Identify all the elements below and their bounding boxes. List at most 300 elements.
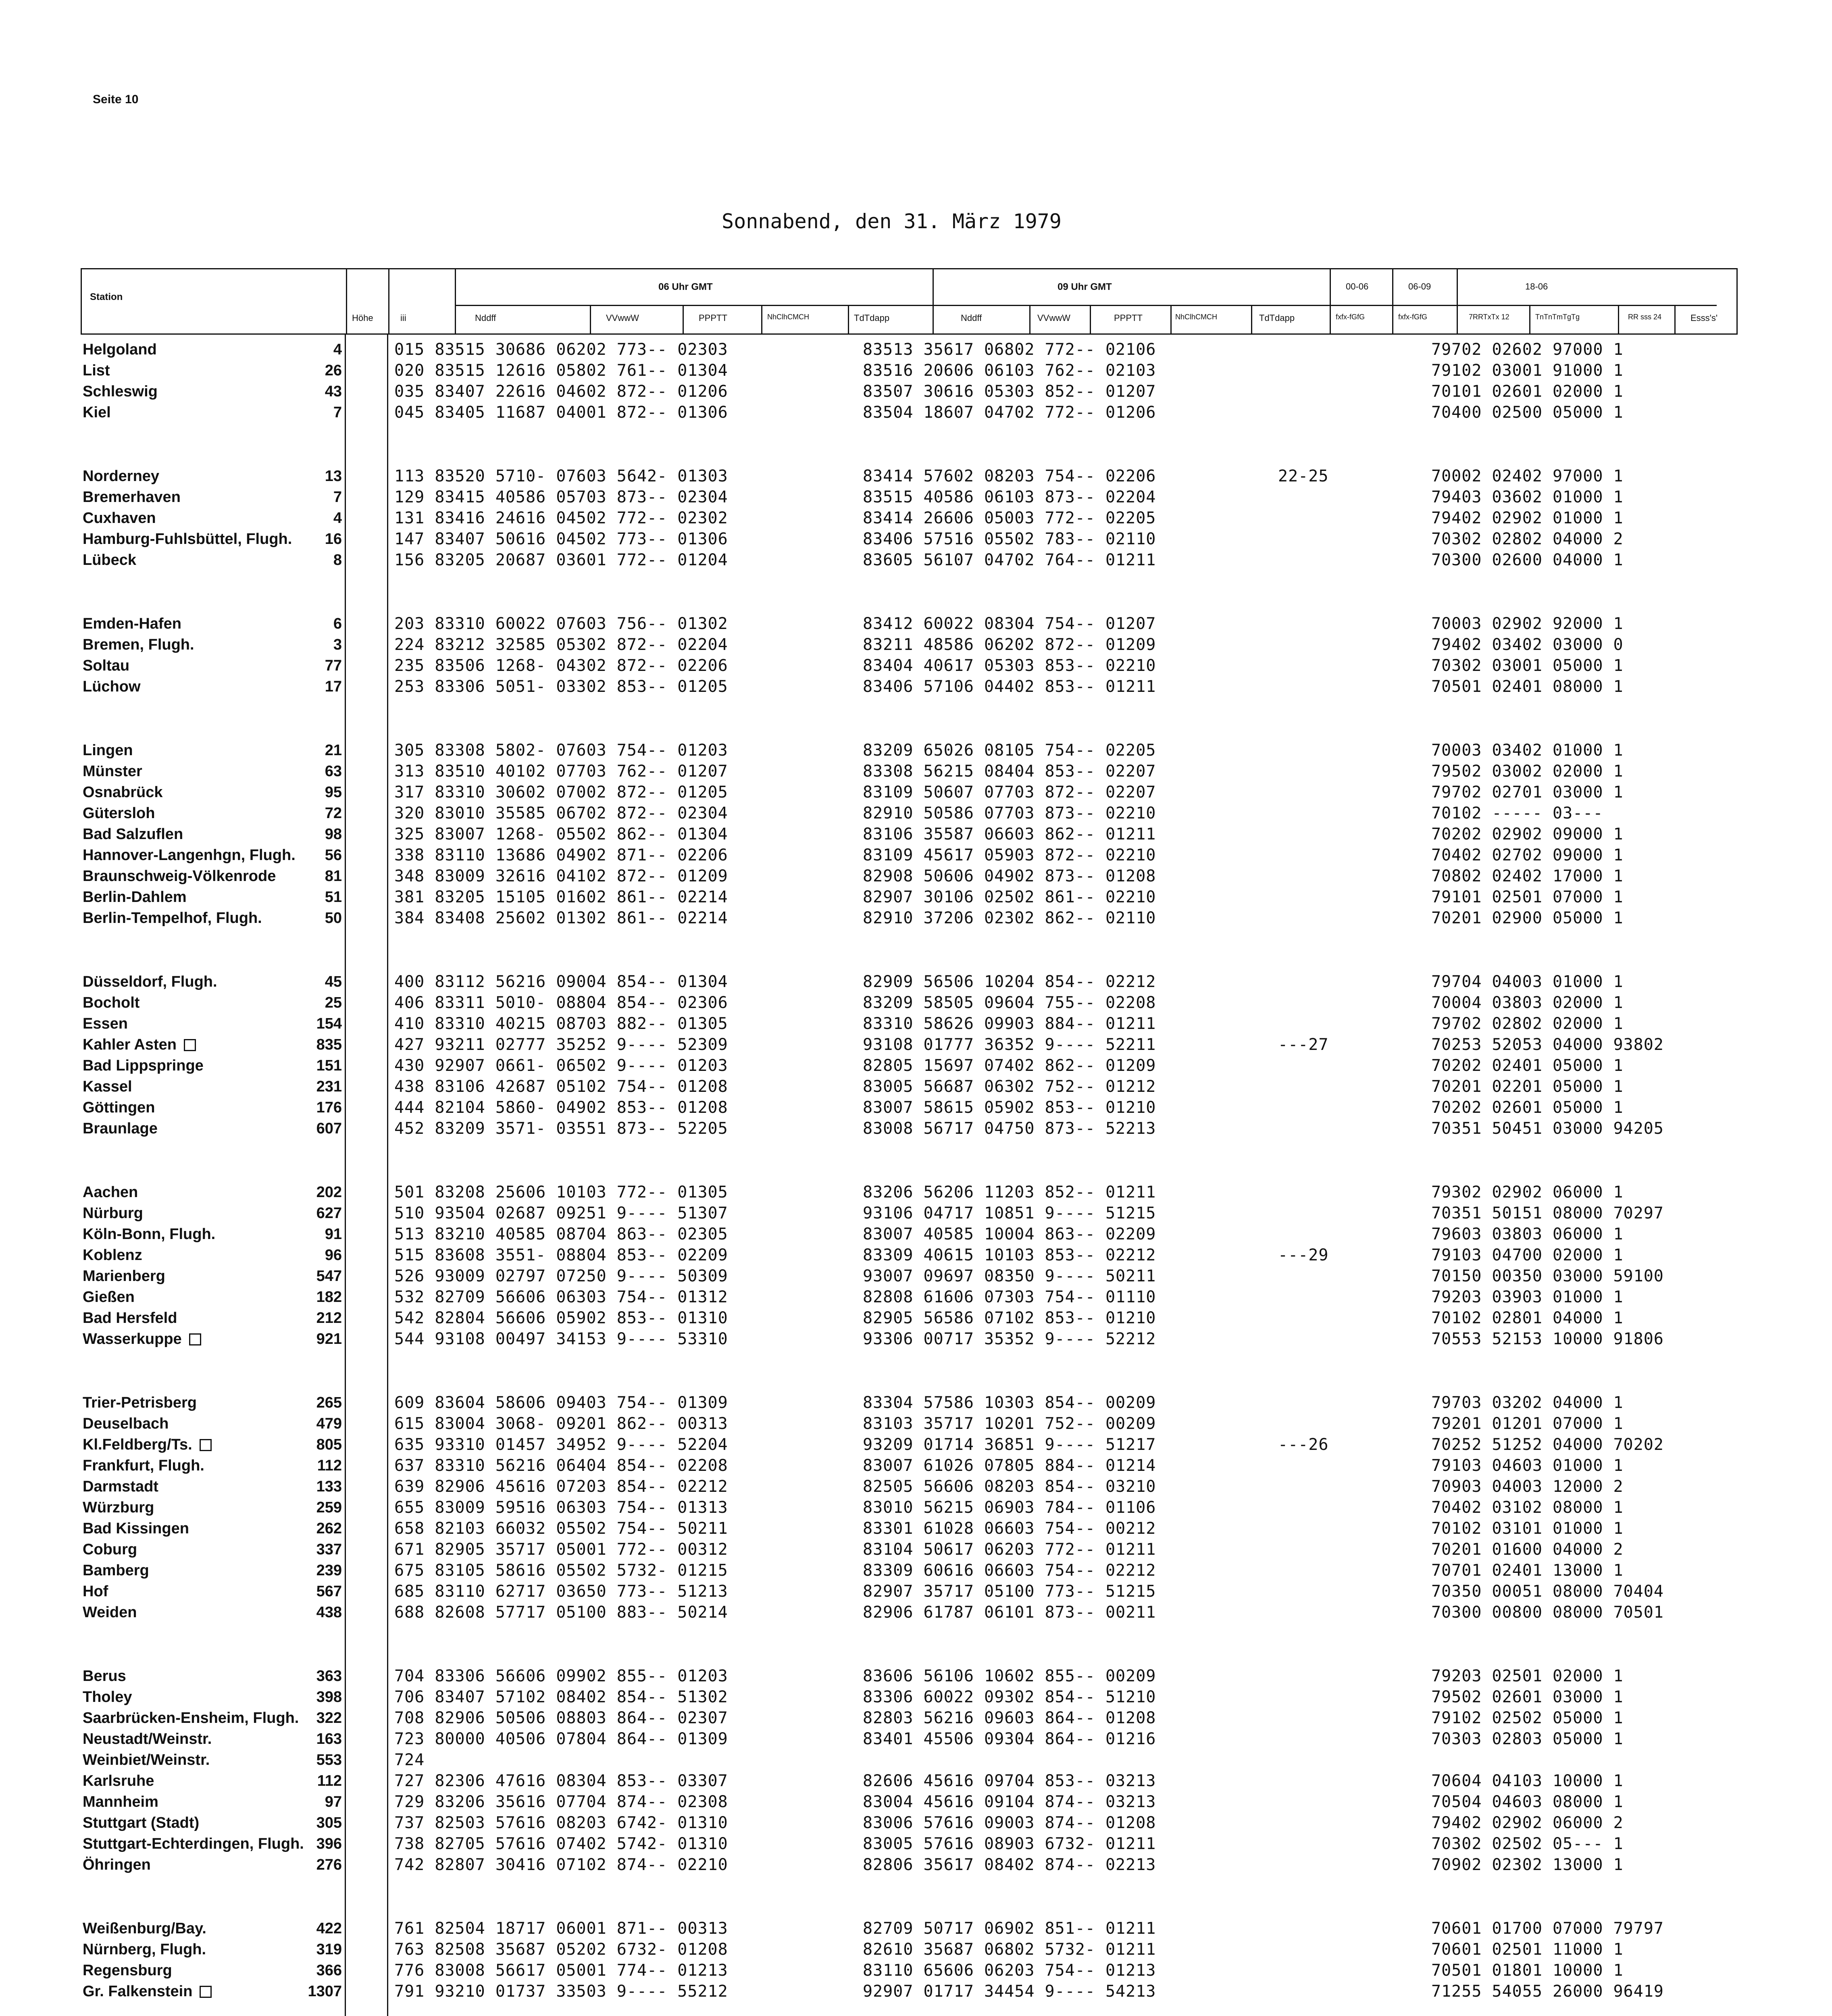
station-name [83,741,133,759]
station-name [83,1204,143,1222]
obs-09-gmt: 93106 04717 10851 9---- 51215 [863,1204,1156,1223]
obs-18-06: 70402 03102 08000 1 [1431,1498,1624,1517]
obs-06-gmt: 406 83311 5010- 08804 854-- 02306 [394,993,728,1012]
obs-06-gmt: 675 83105 58616 05502 5732- 01215 [394,1561,728,1580]
station-elevation: 305 [316,1814,342,1831]
obs-18-06: 70902 02302 13000 1 [1431,1856,1624,1874]
station-name [83,615,181,633]
station-name-text: Mannheim [83,1793,158,1810]
obs-09-gmt: 83106 35587 06603 862-- 01211 [863,825,1156,843]
station-elevation: 63 [325,763,342,780]
station-name-text: Gr. Falkenstein [83,1983,193,2000]
obs-06-gmt: 338 83110 13686 04902 871-- 02206 [394,846,728,864]
obs-09-gmt: 82907 35717 05100 773-- 51215 [863,1582,1156,1601]
obs-09-gmt: 93007 09697 08350 9---- 50211 [863,1267,1156,1285]
station-name [83,1751,210,1769]
obs-09-gmt: 83005 57616 08903 6732- 01211 [863,1835,1156,1853]
station-name [83,846,296,864]
station-name [83,1541,137,1558]
obs-18-06: 79704 04003 01000 1 [1431,973,1624,991]
obs-18-06: 79102 03001 91000 1 [1431,361,1624,380]
station-name-text: Hof [83,1583,108,1600]
obs-06-gmt: 724 [394,1751,425,1769]
station-name-text: Kl.Feldberg/Ts. [83,1436,192,1453]
station-elevation: 805 [316,1436,342,1453]
station-name [83,1814,199,1832]
station-name [83,1920,206,1937]
obs-06-gmt: 737 82503 57616 08203 6742- 01310 [394,1814,728,1832]
station-elevation: 45 [325,973,342,990]
obs-06-gmt: 723 80000 40506 07804 864-- 01309 [394,1730,728,1748]
obs-09-gmt: 83504 18607 04702 772-- 01206 [863,403,1156,422]
station-name-text: Koblenz [83,1247,142,1264]
obs-06-gmt: 203 83310 60022 07603 756-- 01302 [394,614,728,633]
obs-09-gmt: 82606 45616 09704 853-- 03213 [863,1772,1156,1790]
obs-06-gmt: 325 83007 1268- 05502 862-- 01304 [394,825,728,843]
station-name-text: Gießen [83,1289,135,1306]
station-elevation: 21 [325,742,342,759]
station-name [83,994,139,1012]
obs-18-06: 79203 03903 01000 1 [1431,1288,1624,1306]
station-elevation: 422 [316,1920,342,1937]
obs-09-gmt: 83507 30616 05303 852-- 01207 [863,382,1156,401]
obs-09-gmt: 83308 56215 08404 853-- 02207 [863,762,1156,781]
station-name [83,1057,204,1075]
station-name [83,1099,155,1116]
obs-06-gmt: 510 93504 02687 09251 9---- 51307 [394,1204,728,1223]
obs-09-gmt: 82505 56606 08203 854-- 03210 [863,1477,1156,1496]
obs-18-06: 79101 02501 07000 1 [1431,888,1624,906]
station-elevation: 97 [325,1793,342,1810]
station-name [83,530,292,548]
station-name [83,762,142,780]
page-title: Sonnabend, den 31. März 1979 [722,210,1062,233]
station-name-text: Karlsruhe [83,1772,154,1789]
station-elevation: 363 [316,1668,342,1685]
station-elevation: 366 [316,1962,342,1979]
obs-09-gmt: 82808 61606 07303 754-- 01110 [863,1288,1156,1306]
station-elevation: 182 [316,1289,342,1306]
obs-18-06: 79402 03402 03000 0 [1431,635,1624,654]
obs-06-gmt: 305 83308 5802- 07603 754-- 01203 [394,741,728,760]
obs-06-gmt: 430 92907 0661- 06502 9---- 01203 [394,1056,728,1075]
station-elevation: 322 [316,1710,342,1727]
header-sub-e: RR sss 24 [1628,313,1662,321]
obs-18-06: 70102 ----- 03--- [1431,804,1603,823]
station-name [83,1983,212,2000]
obs-18-06: 70302 02802 04000 2 [1431,530,1624,548]
station-elevation: 259 [316,1499,342,1516]
obs-09-gmt: 83606 56106 10602 855-- 00209 [863,1667,1156,1685]
obs-18-06: 70553 52153 10000 91806 [1431,1330,1664,1348]
station-elevation: 56 [325,847,342,864]
obs-06-gmt: 609 83604 58606 09403 754-- 01309 [394,1393,728,1412]
station-name-text: Saarbrücken-Ensheim, Flugh. [83,1710,299,1727]
station-name-text: Regensburg [83,1962,172,1979]
station-name-text: Darmstadt [83,1478,158,1495]
header-station: Station [90,292,123,302]
station-name-text: Öhringen [83,1856,151,1873]
obs-09-gmt: 83412 60022 08304 754-- 01207 [863,614,1156,633]
station-name-text: Emden-Hafen [83,615,181,632]
station-name [83,636,194,654]
station-name [83,657,129,675]
station-elevation: 151 [316,1057,342,1074]
obs-06-gmt: 438 83106 42687 05102 754-- 01208 [394,1077,728,1096]
station-name [83,1394,197,1412]
station-name-text: Bamberg [83,1562,149,1579]
obs-09-gmt: 93108 01777 36352 9---- 52211 [863,1035,1156,1054]
station-name-text: Norderney [83,468,160,485]
station-name [83,1330,201,1348]
station-elevation: 398 [316,1689,342,1706]
obs-06-gmt: 515 83608 3551- 08804 853-- 02209 [394,1246,728,1264]
station-name [83,678,141,696]
station-name [83,1267,165,1285]
station-name-text: Bocholt [83,994,140,1011]
obs-18-06: 70002 02402 97000 1 [1431,467,1624,485]
station-name [83,804,155,822]
obs-09-gmt: 83406 57106 04402 853-- 01211 [863,677,1156,696]
obs-06-gmt: 542 82804 56606 05902 853-- 01310 [394,1309,728,1327]
station-elevation: 77 [325,657,342,674]
station-name-text: Neustadt/Weinstr. [83,1731,212,1747]
header-06-col-5: TdTdapp [854,313,890,323]
station-name [83,1520,189,1537]
obs-18-06: 70253 52053 04000 93802 [1431,1035,1664,1054]
station-name [83,1309,177,1327]
obs-06-gmt: 761 82504 18717 06001 871-- 00313 [394,1919,728,1938]
obs-09-gmt: 82805 15697 07402 862-- 01209 [863,1056,1156,1075]
station-elevation: 112 [317,1457,342,1474]
obs-18-06: 79201 01201 07000 1 [1431,1414,1624,1433]
obs-06-gmt: 685 83110 62717 03650 773-- 51213 [394,1582,728,1601]
obs-09-gmt: 83110 65606 06203 754-- 01213 [863,1961,1156,1980]
station-elevation: 4 [333,510,342,527]
obs-09-gmt: 82906 61787 06101 873-- 00211 [863,1603,1156,1622]
station-name [83,1667,126,1685]
station-elevation: 239 [316,1562,342,1579]
station-elevation: 553 [316,1752,342,1768]
station-elevation: 921 [316,1331,342,1347]
obs-18-06: 79702 02701 03000 1 [1431,783,1624,802]
obs-18-06: 70402 02702 09000 1 [1431,846,1624,864]
station-name [83,1772,154,1790]
station-name-text: Kiel [83,404,111,421]
station-elevation: 163 [316,1731,342,1747]
obs-18-06: 79203 02501 02000 1 [1431,1667,1624,1685]
station-name [83,1036,196,1054]
station-name [83,1562,149,1579]
station-elevation: 13 [325,468,342,485]
obs-18-06: 79703 03202 04000 1 [1431,1393,1624,1412]
obs-09-gmt: 92907 01717 34454 9---- 54213 [863,1982,1156,2001]
obs-09-gmt: 83515 40586 06103 873-- 02204 [863,488,1156,506]
station-name-text: Nürburg [83,1205,143,1222]
obs-18-06: 70303 02803 05000 1 [1431,1730,1624,1748]
station-name [83,825,183,843]
obs-18-06: 70003 03402 01000 1 [1431,741,1624,760]
station-name [83,383,158,400]
station-name [83,1583,108,1600]
obs-06-gmt: 147 83407 50616 04502 773-- 01306 [394,530,728,548]
obs-09-gmt: 82905 56586 07102 853-- 01210 [863,1309,1156,1327]
station-elevation: 6 [333,615,342,632]
obs-09-gmt: 83304 57586 10303 854-- 00209 [863,1393,1156,1412]
station-name [83,1941,206,1958]
obs-18-06: 70202 02401 05000 1 [1431,1056,1624,1075]
obs-18-06: 70252 51252 04000 70202 [1431,1435,1664,1454]
mountain-station-box-icon [189,1333,201,1345]
station-elevation: 567 [316,1583,342,1600]
station-elevation: 8 [333,552,342,569]
obs-18-06: 70701 02401 13000 1 [1431,1561,1624,1580]
header-09-col-4: NhClhCMCH [1175,313,1218,321]
station-elevation: 212 [316,1310,342,1327]
obs-18-06: 70302 03001 05000 1 [1431,656,1624,675]
station-name [83,1730,212,1748]
header-09-col-3: PPPTT [1114,313,1143,323]
obs-18-06: 79103 04603 01000 1 [1431,1456,1624,1475]
obs-18-06: 79302 02902 06000 1 [1431,1183,1624,1202]
station-name [83,467,159,485]
obs-09-gmt: 93209 01714 36851 9---- 51217 [863,1435,1156,1454]
header-09-col-1: Nddff [961,313,982,323]
station-name [83,362,110,379]
station-name-text: Bad Hersfeld [83,1310,177,1327]
station-elevation: 479 [316,1415,342,1432]
obs-18-06: 70300 02600 04000 1 [1431,551,1624,569]
station-name-text: Coburg [83,1541,137,1558]
obs-06-gmt: 742 82807 30416 07102 874-- 02210 [394,1856,728,1874]
obs-06-gmt: 637 83310 56216 06404 854-- 02208 [394,1456,728,1475]
header-sub-d: TnTnTmTgTg [1535,313,1580,321]
station-name [83,1604,137,1621]
obs-18-06: 70351 50451 03000 94205 [1431,1119,1664,1138]
station-name-text: Lingen [83,742,133,759]
gust-period: ---29 [1278,1246,1329,1264]
obs-18-06: 70504 04603 08000 1 [1431,1793,1624,1811]
station-name [83,1078,132,1095]
station-elevation: 17 [325,678,342,695]
obs-06-gmt: 763 82508 35687 05202 6732- 01208 [394,1940,728,1959]
station-elevation: 91 [325,1226,342,1243]
obs-18-06: 79502 03002 02000 1 [1431,762,1624,781]
station-name [83,1225,215,1243]
station-elevation: 231 [316,1078,342,1095]
station-elevation: 154 [316,1015,342,1032]
obs-06-gmt: 526 93009 02797 07250 9---- 50309 [394,1267,728,1285]
obs-06-gmt: 729 83206 35616 07704 874-- 02308 [394,1793,728,1811]
obs-09-gmt: 83005 56687 06302 752-- 01212 [863,1077,1156,1096]
obs-06-gmt: 776 83008 56617 05001 774-- 01213 [394,1961,728,1980]
station-elevation: 7 [333,489,342,506]
obs-06-gmt: 738 82705 57616 07402 5742- 01310 [394,1835,728,1853]
obs-18-06: 79403 03602 01000 1 [1431,488,1624,506]
obs-06-gmt: 532 82709 56606 06303 754-- 01312 [394,1288,728,1306]
obs-18-06: 79103 04700 02000 1 [1431,1246,1624,1264]
obs-18-06: 70400 02500 05000 1 [1431,403,1624,422]
station-name-text: Kassel [83,1078,132,1095]
obs-06-gmt: 384 83408 25602 01302 861-- 02214 [394,909,728,927]
obs-06-gmt: 706 83407 57102 08402 854-- 51302 [394,1688,728,1706]
obs-09-gmt: 83306 60022 09302 854-- 51210 [863,1688,1156,1706]
station-name-text: Würzburg [83,1499,154,1516]
station-name-text: Berus [83,1668,126,1685]
obs-09-gmt: 83516 20606 06103 762-- 02103 [863,361,1156,380]
obs-18-06: 79702 02602 97000 1 [1431,340,1624,359]
station-elevation: 16 [325,531,342,548]
station-name-text: Weißenburg/Bay. [83,1920,206,1937]
obs-18-06: 70201 01600 04000 2 [1431,1540,1624,1559]
obs-09-gmt: 83103 35717 10201 752-- 00209 [863,1414,1156,1433]
station-name-text: Bremen, Flugh. [83,636,194,653]
header-06-gmt: 06 Uhr GMT [658,281,713,292]
station-elevation: 547 [316,1268,342,1285]
station-name [83,1457,204,1475]
obs-09-gmt: 83209 65026 08105 754-- 02205 [863,741,1156,760]
obs-09-gmt: 83008 56717 04750 873-- 52213 [863,1119,1156,1138]
station-name-text: Essen [83,1015,128,1032]
station-name-text: Bad Lippspringe [83,1057,204,1074]
obs-06-gmt: 156 83205 20687 03601 772-- 01204 [394,551,728,569]
page-number: Seite 10 [93,93,139,106]
obs-18-06: 70601 02501 11000 1 [1431,1940,1624,1959]
station-elevation: 72 [325,805,342,822]
header-06-col-1: Nddff [475,313,496,323]
station-name-text: Weiden [83,1604,137,1621]
obs-09-gmt: 83109 45617 05903 872-- 02210 [863,846,1156,864]
obs-09-gmt: 83401 45506 09304 864-- 01216 [863,1730,1156,1748]
station-name [83,1183,138,1201]
obs-09-gmt: 83206 56206 11203 852-- 01211 [863,1183,1156,1202]
station-name [83,341,157,358]
obs-06-gmt: 727 82306 47616 08304 853-- 03307 [394,1772,728,1790]
header-sub-c: 7RRTxTx 12 [1469,313,1509,321]
header-09-col-2: VVwwW [1037,313,1070,323]
header-09-col-5: TdTdapp [1259,313,1295,323]
obs-18-06: 70102 03101 01000 1 [1431,1519,1624,1538]
obs-09-gmt: 83109 50607 07703 872-- 02207 [863,783,1156,802]
obs-06-gmt: 129 83415 40586 05703 873-- 02304 [394,488,728,506]
obs-09-gmt: 82610 35687 06802 5732- 01211 [863,1940,1156,1959]
obs-06-gmt: 381 83205 15105 01602 861-- 02214 [394,888,728,906]
obs-06-gmt: 639 82906 45616 07203 854-- 02212 [394,1477,728,1496]
station-elevation: 607 [316,1120,342,1137]
obs-18-06: 79402 02902 01000 1 [1431,509,1624,527]
station-name [83,1478,158,1495]
station-name-text: Lüchow [83,678,141,695]
station-name-text: Köln-Bonn, Flugh. [83,1226,216,1243]
station-name-text: Braunlage [83,1120,158,1137]
mountain-station-box-icon [184,1039,196,1051]
station-name-text: Tholey [83,1689,132,1706]
obs-18-06: 70201 02900 05000 1 [1431,909,1624,927]
header-period-18-06: 18-06 [1525,281,1548,292]
obs-09-gmt: 83010 56215 06903 784-- 01106 [863,1498,1156,1517]
obs-06-gmt: 635 93310 01457 34952 9---- 52204 [394,1435,728,1454]
column-rule-left [345,335,346,2016]
obs-06-gmt: 452 83209 3571- 03551 873-- 52205 [394,1119,728,1138]
obs-09-gmt: 82910 50586 07703 873-- 02210 [863,804,1156,823]
obs-18-06: 79702 02802 02000 1 [1431,1014,1624,1033]
obs-09-gmt: 82709 50717 06902 851-- 01211 [863,1919,1156,1938]
station-elevation: 835 [316,1036,342,1053]
station-name [83,888,187,906]
station-elevation: 319 [316,1941,342,1958]
station-elevation: 25 [325,994,342,1011]
station-name-text: Stuttgart-Echterdingen, Flugh. [83,1835,304,1852]
obs-06-gmt: 615 83004 3068- 09201 862-- 00313 [394,1414,728,1433]
header-iii: iii [400,313,406,323]
obs-18-06: 70004 03803 02000 1 [1431,993,1624,1012]
obs-06-gmt: 348 83009 32616 04102 872-- 01209 [394,867,728,885]
station-name [83,509,156,527]
obs-18-06: 79102 02502 05000 1 [1431,1709,1624,1727]
obs-06-gmt: 320 83010 35585 06702 872-- 02304 [394,804,728,823]
station-name [83,1962,172,1979]
obs-09-gmt: 83007 40585 10004 863-- 02209 [863,1225,1156,1243]
station-name [83,783,163,801]
station-elevation: 26 [325,362,342,379]
station-elevation: 50 [325,910,342,927]
obs-06-gmt: 113 83520 5710- 07603 5642- 01303 [394,467,728,485]
obs-06-gmt: 045 83405 11687 04001 872-- 01306 [394,403,728,422]
station-name-text: Stuttgart (Stadt) [83,1814,200,1831]
obs-18-06: 70300 00800 08000 70501 [1431,1603,1664,1622]
station-elevation: 262 [316,1520,342,1537]
station-name [83,404,111,421]
obs-06-gmt: 015 83515 30686 06202 773-- 02303 [394,340,728,359]
column-rule-right [387,335,388,2016]
table-header [81,268,1738,335]
station-name-text: Schleswig [83,383,158,400]
station-name-text: Bremerhaven [83,489,181,506]
obs-18-06: 70102 02801 04000 1 [1431,1309,1624,1327]
gust-period: ---26 [1278,1435,1329,1454]
obs-06-gmt: 513 83210 40585 08704 863-- 02305 [394,1225,728,1243]
station-name [83,1015,128,1033]
obs-09-gmt: 82806 35617 08402 874-- 02213 [863,1856,1156,1874]
obs-09-gmt: 83605 56107 04702 764-- 01211 [863,551,1156,569]
station-name-text: Düsseldorf, Flugh. [83,973,217,990]
obs-06-gmt: 253 83306 5051- 03302 853-- 01205 [394,677,728,696]
obs-09-gmt: 83006 57616 09003 874-- 01208 [863,1814,1156,1832]
station-name-text: Hannover-Langenhgn, Flugh. [83,847,296,864]
station-name-text: Berlin-Dahlem [83,889,187,906]
mountain-station-box-icon [200,1986,212,1998]
header-period-06-09: 06-09 [1408,281,1431,292]
obs-18-06: 70604 04103 10000 1 [1431,1772,1624,1790]
station-elevation: 396 [316,1835,342,1852]
obs-18-06: 70903 04003 12000 2 [1431,1477,1624,1496]
obs-06-gmt: 708 82906 50506 08803 864-- 02307 [394,1709,728,1727]
obs-09-gmt: 82910 37206 02302 862-- 02110 [863,909,1156,927]
header-hoehe: Höhe [352,313,373,323]
station-name-text: Aachen [83,1184,138,1201]
station-name-text: Braunschweig-Völkenrode [83,868,276,885]
station-name-text: Göttingen [83,1099,155,1116]
station-name [83,551,136,569]
station-elevation: 176 [316,1099,342,1116]
station-name [83,1856,151,1874]
header-06-col-2: VVwwW [606,313,639,323]
station-elevation: 1307 [308,1983,342,2000]
station-name [83,1120,158,1137]
station-name [83,1793,158,1811]
obs-06-gmt: 400 83112 56216 09004 854-- 01304 [394,973,728,991]
obs-09-gmt: 83007 58615 05902 853-- 01210 [863,1098,1156,1117]
